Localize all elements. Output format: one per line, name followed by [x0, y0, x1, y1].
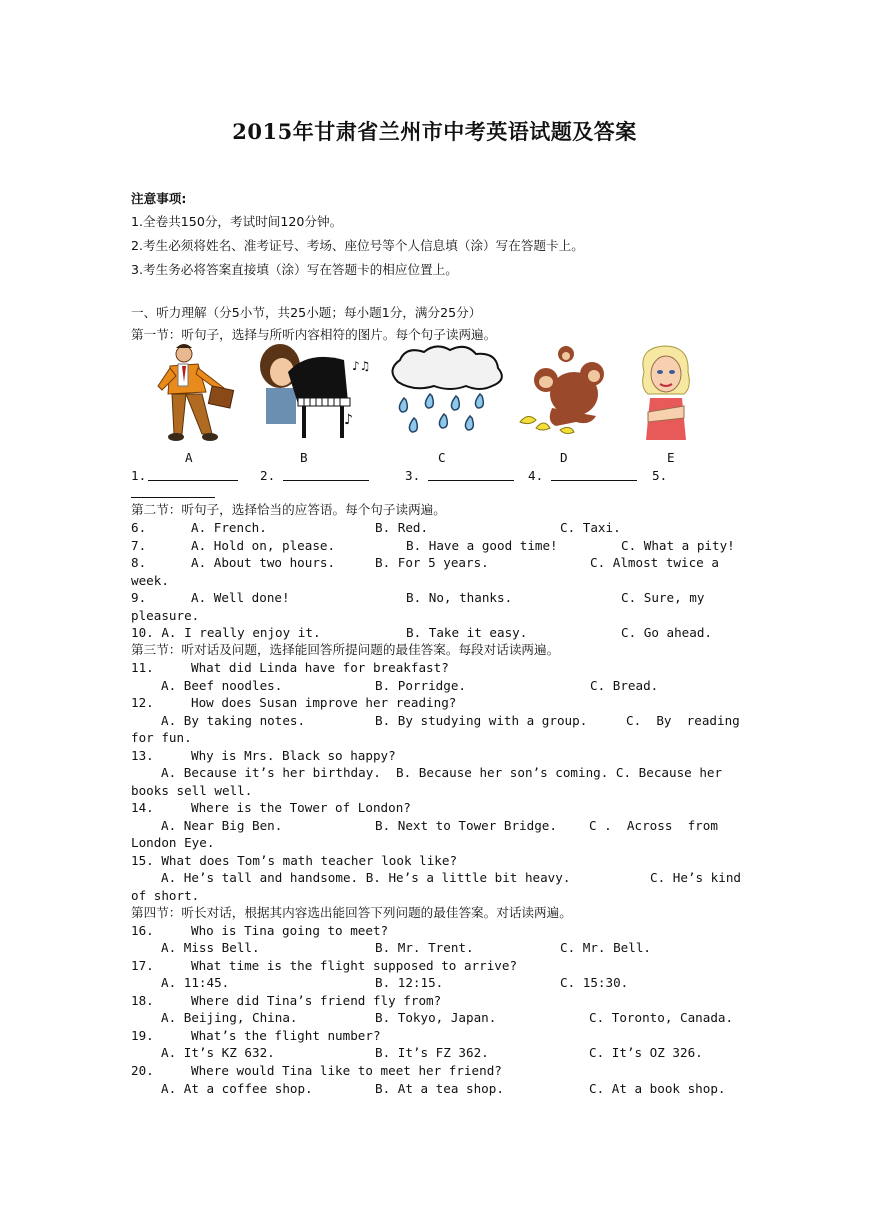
- question-line: 10. A. I really enjoy it.: [131, 625, 321, 640]
- answer-blank[interactable]: [148, 468, 238, 481]
- option-a: A. About two hours.: [191, 555, 336, 570]
- option-b: B. By studying with a group.: [375, 713, 588, 728]
- option-c: C. By reading: [626, 713, 740, 728]
- question-number: 20.: [131, 1063, 154, 1078]
- picture-letter: A: [185, 450, 193, 465]
- option-a: A. By taking notes.: [161, 713, 306, 728]
- answer-blank[interactable]: [428, 468, 514, 481]
- question-stem: What did Linda have for breakfast?: [191, 660, 449, 675]
- option-c: C. Taxi.: [560, 520, 621, 535]
- picture-letter: B: [300, 450, 308, 465]
- option-continued: London Eye.: [131, 835, 215, 850]
- question-stem: Where is the Tower of London?: [191, 800, 411, 815]
- answer-blank[interactable]: [283, 468, 369, 481]
- question-number: 14.: [131, 800, 154, 815]
- option-b: B. Tokyo, Japan.: [375, 1010, 497, 1025]
- option-c: C. At a book shop.: [589, 1081, 726, 1096]
- question-number: 8.: [131, 555, 147, 570]
- notice-item: 1.全卷共150分，考试时间120分钟。: [131, 214, 343, 229]
- notice-item: 3.考生务必将答案直接填（涂）写在答题卡的相应位置上。: [131, 262, 458, 277]
- option-a: A. It’s KZ 632.: [161, 1045, 275, 1060]
- blank-number: 3.: [405, 468, 421, 483]
- picture-letter: D: [560, 450, 568, 465]
- option-c: C. Go ahead.: [621, 625, 712, 640]
- page-title: 2015年甘肃省兰州市中考英语试题及答案: [232, 119, 637, 144]
- option-a: A. Hold on, please.: [191, 538, 336, 553]
- svg-text:♪: ♪: [344, 412, 353, 428]
- options-line: A. He’s tall and handsome. B. He’s a little bit heavy.: [161, 870, 571, 885]
- option-continued: week.: [131, 573, 169, 588]
- option-b: B. Mr. Trent.: [375, 940, 474, 955]
- option-a: A. Near Big Ben.: [161, 818, 283, 833]
- notice-item: 2.考生必须将姓名、准考证号、考场、座位号等个人信息填（涂）写在答题卡上。: [131, 238, 584, 253]
- question-number: 12.: [131, 695, 154, 710]
- blank-number: 5.: [652, 468, 668, 483]
- question-stem: What time is the flight supposed to arrive?: [191, 958, 518, 973]
- option-continued: books sell well.: [131, 783, 253, 798]
- question-stem: Why is Mrs. Black so happy?: [191, 748, 396, 763]
- answer-blank[interactable]: [551, 468, 637, 481]
- option-a: A. Miss Bell.: [161, 940, 260, 955]
- subsection-heading: 第四节：听长对话，根据其内容选出能回答下列问题的最佳答案。对话读两遍。: [131, 905, 572, 920]
- monkeys-icon: [516, 342, 612, 438]
- option-b: B. Take it easy.: [406, 625, 528, 640]
- question-number: 9.: [131, 590, 147, 605]
- option-b: B. Red.: [375, 520, 429, 535]
- option-a: A. At a coffee shop.: [161, 1081, 313, 1096]
- question-number: 17.: [131, 958, 154, 973]
- question-stem: Where did Tina’s friend fly from?: [191, 993, 442, 1008]
- option-a: A. Beijing, China.: [161, 1010, 298, 1025]
- question-stem: How does Susan improve her reading?: [191, 695, 457, 710]
- question-number: 7.: [131, 538, 147, 553]
- option-b: B. Porridge.: [375, 678, 466, 693]
- option-a: A. 11:45.: [161, 975, 230, 990]
- question-number: 18.: [131, 993, 154, 1008]
- option-c: C. Toronto, Canada.: [589, 1010, 734, 1025]
- question-number: 16.: [131, 923, 154, 938]
- option-b: B. It’s FZ 362.: [375, 1045, 489, 1060]
- option-b: B. Next to Tower Bridge.: [375, 818, 557, 833]
- picture-letter: E: [667, 450, 675, 465]
- option-c: C. Mr. Bell.: [560, 940, 651, 955]
- option-b: B. For 5 years.: [375, 555, 489, 570]
- option-c: C . Across from: [589, 818, 718, 833]
- blank-number: 2.: [260, 468, 276, 483]
- question-number: 19.: [131, 1028, 154, 1043]
- option-c: C. Sure, my: [621, 590, 705, 605]
- option-b: B. 12:15.: [375, 975, 444, 990]
- option-a: A. French.: [191, 520, 267, 535]
- section-heading: 一、听力理解（分5小节，共25小题；每小题1分，满分25分）: [131, 305, 482, 320]
- option-b: B. At a tea shop.: [375, 1081, 504, 1096]
- subsection-heading: 第一节：听句子，选择与所听内容相符的图片。每个句子读两遍。: [131, 327, 497, 342]
- option-c: C. Almost twice a: [590, 555, 719, 570]
- option-continued: for fun.: [131, 730, 192, 745]
- question-number: 6.: [131, 520, 147, 535]
- blank-number: 1.: [131, 468, 147, 483]
- notice-heading: 注意事项:: [131, 191, 187, 206]
- question-number: 11.: [131, 660, 154, 675]
- subsection-heading: 第二节：听句子，选择恰当的应答语。每个句子读两遍。: [131, 502, 446, 517]
- rain-cloud-icon: [384, 342, 508, 434]
- option-a: A. Beef noodles.: [161, 678, 283, 693]
- option-c: C. 15:30.: [560, 975, 629, 990]
- picture-letter: C: [438, 450, 446, 465]
- blank-number: 4.: [528, 468, 544, 483]
- option-c: C. He’s kind: [650, 870, 741, 885]
- option-a: A. Well done!: [191, 590, 290, 605]
- question-number: 13.: [131, 748, 154, 763]
- option-c: C. Bread.: [590, 678, 659, 693]
- girl-playing-piano-icon: [258, 342, 382, 440]
- options-line: A. Because it’s her birthday. B. Because her son’s coming. C. Because her: [161, 765, 723, 780]
- option-b: B. Have a good time!: [406, 538, 558, 553]
- question-stem: Who is Tina going to meet?: [191, 923, 389, 938]
- svg-text:♪♫: ♪♫: [352, 359, 371, 373]
- option-b: B. No, thanks.: [406, 590, 513, 605]
- option-c: C. It’s OZ 326.: [589, 1045, 703, 1060]
- answer-blank[interactable]: [131, 485, 215, 498]
- question-stem: 15. What does Tom’s math teacher look like?: [131, 853, 458, 868]
- option-continued: of short.: [131, 888, 200, 903]
- woman-arms-crossed-icon: [636, 342, 696, 440]
- question-stem: What’s the flight number?: [191, 1028, 381, 1043]
- option-continued: pleasure.: [131, 608, 200, 623]
- subsection-heading: 第三节：听对话及问题，选择能回答所提问题的最佳答案。每段对话读两遍。: [131, 642, 560, 657]
- man-with-briefcase-icon: [152, 342, 238, 444]
- question-stem: Where would Tina like to meet her friend?: [191, 1063, 502, 1078]
- option-c: C. What a pity!: [621, 538, 735, 553]
